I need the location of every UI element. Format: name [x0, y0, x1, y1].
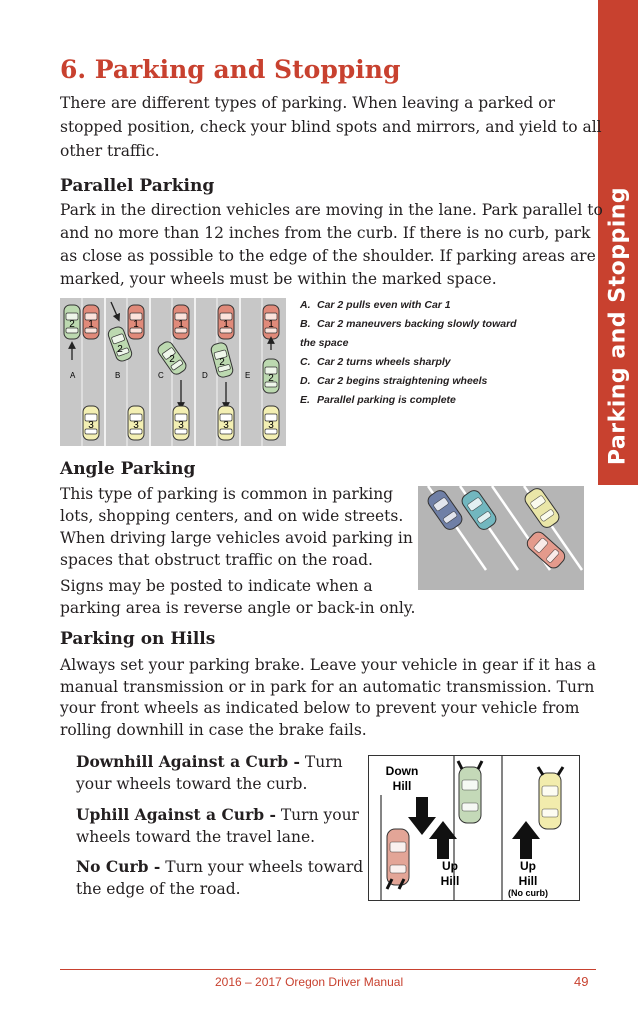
hills-diagram: [368, 755, 580, 901]
hills-line: rolling downhill in case the brake fails.: [60, 720, 367, 739]
downhill-car: [387, 829, 409, 885]
panel-label: B: [115, 371, 121, 380]
hills-heading: Parking on Hills: [60, 629, 216, 649]
car-label: 3: [268, 420, 274, 431]
downhill-item: Downhill Against a Curb - Turn your wheels toward the curb.: [76, 752, 343, 793]
car-label: 3: [223, 420, 229, 431]
parallel-line: as close as possible to the edge of the shoulder. If parking areas are: [60, 247, 596, 265]
uphill-car: [459, 767, 481, 823]
angle-line: parking area is reverse angle or back-in only.: [60, 599, 416, 617]
car-label: 1: [223, 319, 229, 330]
step-d: D. Car 2 begins straightening wheels: [300, 375, 488, 387]
intro-line: There are different types of parking. When leaving a parked or: [60, 94, 555, 112]
down-label: Down: [385, 764, 419, 778]
step-c: C. Car 2 turns wheels sharply: [300, 356, 451, 368]
panel-label: E: [245, 371, 251, 380]
step-b: B. Car 2 maneuvers backing slowly toward: [300, 318, 517, 330]
up-label: Hill: [440, 874, 460, 888]
car-label: 1: [88, 319, 94, 330]
no-curb-item: No Curb - Turn your wheels toward the edge of the road.: [76, 857, 364, 898]
up-label: Up: [442, 859, 458, 873]
car-label: 3: [133, 420, 139, 431]
panel-label: C: [158, 371, 164, 380]
car-label: 1: [268, 319, 274, 330]
angle-line: This type of parking is common in parking: [60, 485, 394, 503]
angle-parking-diagram: [418, 486, 584, 590]
footer-rule: [60, 969, 596, 970]
page-title: 6. Parking and Stopping: [60, 55, 401, 84]
uphill-item: Uphill Against a Curb - Turn your wheels toward the travel lane.: [76, 805, 359, 846]
angle-parking-heading: Angle Parking: [60, 459, 196, 479]
parallel-line: Park in the direction vehicles are moving in the lane. Park parallel to: [60, 201, 603, 219]
car-label: 2: [117, 344, 123, 355]
car-label: 1: [133, 319, 139, 330]
angle-line: When driving large vehicles avoid parking in: [60, 529, 413, 547]
hills-line: your front wheels as indicated below to prevent your vehicle from: [60, 699, 580, 717]
parallel-parking-heading: Parallel Parking: [60, 176, 215, 196]
hills-line: Always set your parking brake. Leave your vehicle in gear if it has a: [60, 656, 596, 674]
page-number: 49: [574, 974, 589, 989]
angle-line: spaces that obstruct traffic on the road.: [60, 551, 373, 569]
panel-label: D: [202, 371, 208, 380]
parallel-line: and no more than 12 inches from the curb. If there is no curb, park: [60, 224, 591, 242]
down-label: Hill: [392, 779, 412, 793]
step-b-cont: the space: [300, 337, 349, 349]
car-label: 3: [88, 420, 94, 431]
car-label: 2: [219, 357, 225, 368]
up-label: Up: [520, 859, 536, 873]
car-label: 2: [69, 319, 75, 330]
angle-line: Signs may be posted to indicate when a: [60, 577, 373, 595]
car-label: 3: [178, 420, 184, 431]
parallel-steps-list: [300, 296, 560, 410]
angle-line: lots, shopping centers, and on wide streets.: [60, 507, 404, 525]
no-curb-label: (No curb): [508, 888, 548, 898]
car-label: 2: [268, 373, 274, 384]
intro-line: stopped position, check your blind spots and mirrors, and yield to all: [60, 118, 602, 136]
step-e: E. Parallel parking is complete: [300, 394, 456, 406]
parallel-parking-diagram: [60, 298, 286, 446]
intro-line: other traffic.: [60, 142, 160, 160]
panel-label: A: [70, 371, 76, 380]
car-label: 1: [178, 319, 184, 330]
footer-text: 2016 – 2017 Oregon Driver Manual: [215, 975, 404, 989]
car-label: 2: [169, 354, 175, 365]
hills-line: manual transmission or in park for an automatic transmission. Turn: [60, 677, 595, 696]
no-curb-car: [539, 773, 561, 829]
step-a: A. Car 2 pulls even with Car 1: [300, 299, 451, 311]
parallel-line: marked, your wheels must be within the marked space.: [60, 270, 497, 288]
up-label: Hill: [518, 874, 538, 888]
side-tab-label: Parking and Stopping: [605, 186, 631, 466]
